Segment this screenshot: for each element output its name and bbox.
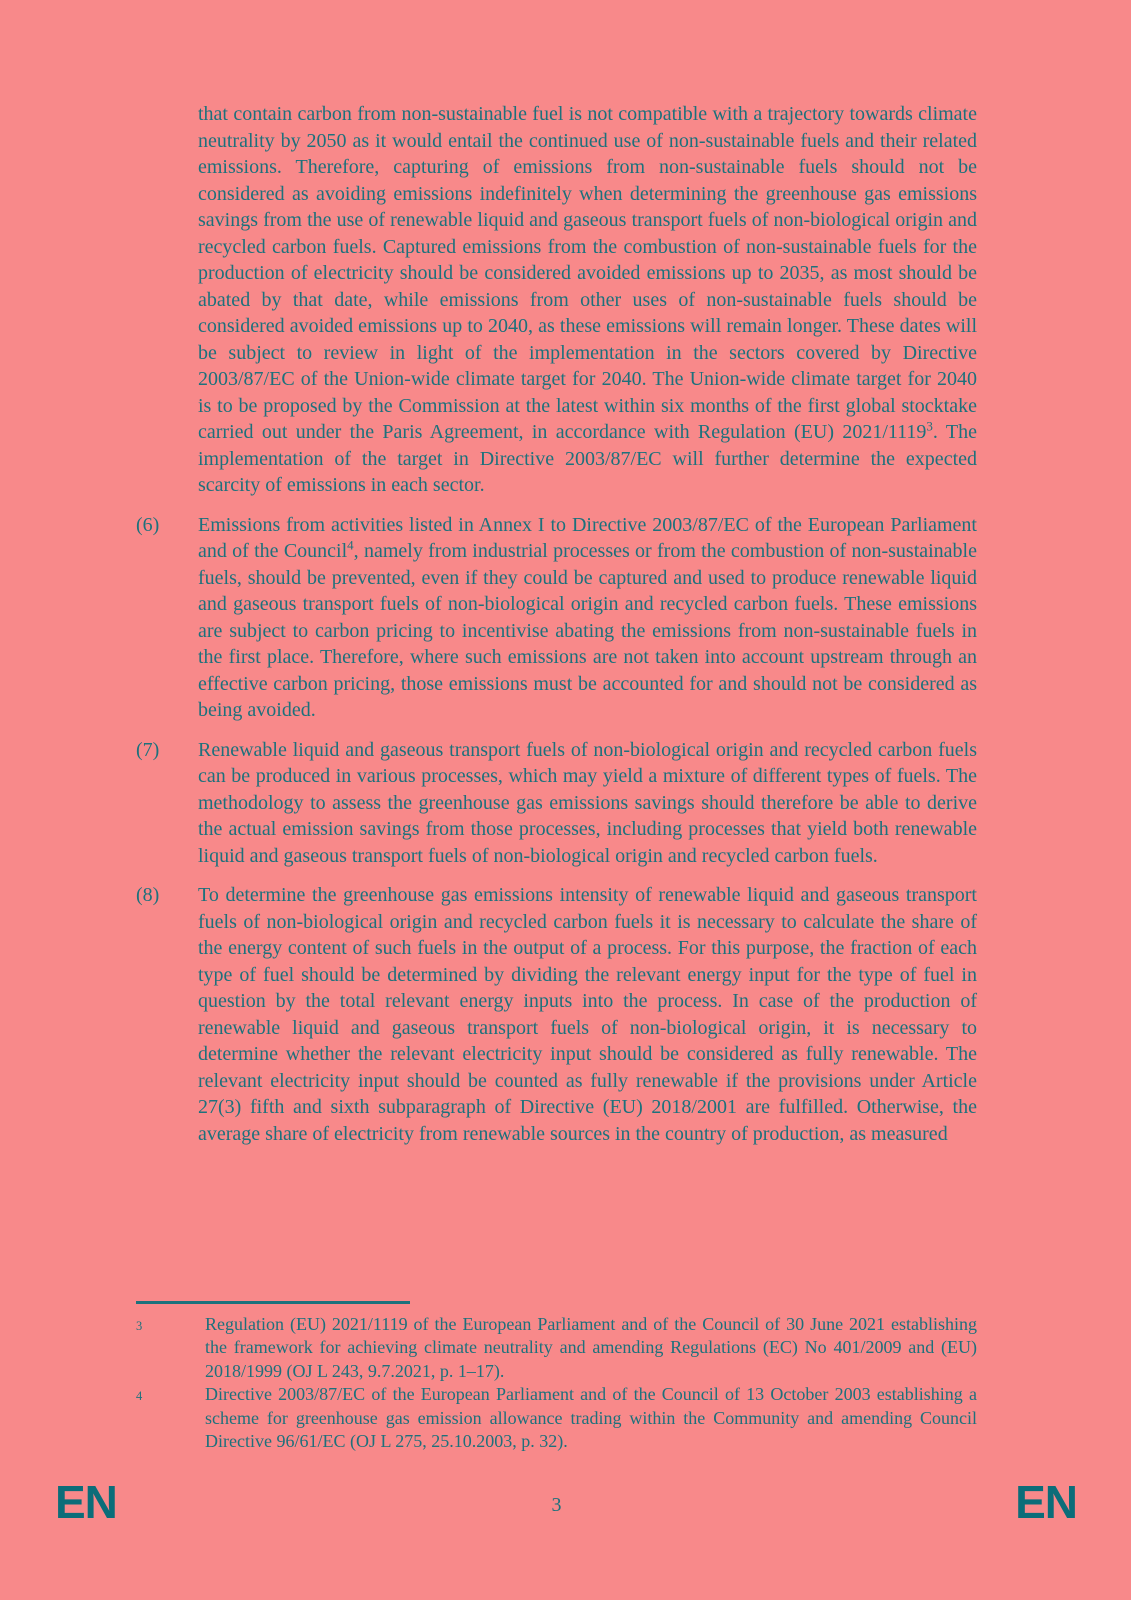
- paragraph-text-segment: . The implementation of the target in Directive 2003/87/EC will further determine the expected scarcity of emissions in each sector.: [198, 421, 977, 496]
- footnotes-section: [136, 1313, 977, 1453]
- paragraph-number: (7): [136, 738, 160, 761]
- footnote-separator: [136, 1301, 410, 1304]
- paragraph-text: [198, 882, 977, 1147]
- page-number: 3: [551, 1494, 562, 1516]
- paragraph-number: [136, 101, 198, 499]
- footnote-reference-4: 4: [347, 537, 354, 553]
- paragraph-text: [198, 101, 977, 499]
- paragraph-text: [198, 737, 977, 870]
- paragraph-5-continuation: [136, 101, 977, 499]
- paragraph-6: [136, 512, 977, 724]
- paragraph-text-segment: that contain carbon from non-sustainable fuel is not compatible with a trajectory towards climate neutrality by 2050 as it would entail the continued use of non-sustainable fuels and their related emissions. Therefore, capturing of emissions from non-sustainable fuels should not be considered as avoiding emissions indefinitely when determining the greenhouse gas emissions savings from the use of renewable liquid and gaseous transport fuels of non-biological origin and recycled carbon fuels. Captured emissions from the combustion of non-sustainable fuels for the production of electricity should be considered avoided emissions up to 2035, as most should be abated by that date, while emissions from other uses of non-sustainable fuels should be considered avoided emissions up to 2040, as these emissions will remain longer. These dates will be subject to review in light of the implementation in the sectors covered by Directive 2003/87/EC of the Union-wide climate target for 2040. The Union-wide climate target for 2040 is to be proposed by the Commission at the latest within six months of the first global stocktake carried out under the Paris Agreement, in accordance with Regulation (EU) 2021/1119: [198, 103, 977, 443]
- paragraph-text: [198, 512, 977, 724]
- paragraph-number: (6): [136, 513, 160, 536]
- paragraph-text-segment: Emissions from activities listed in Annex I to Directive 2003/87/EC of the European Parliament and of the Council: [198, 513, 977, 562]
- footnote-3: [136, 1313, 977, 1383]
- paragraph-8: [136, 882, 977, 1147]
- paragraph-7: [136, 737, 977, 870]
- footnote-text: Directive 2003/87/EC of the European Parliament and of the Council of 13 October 2003 establishing a scheme for greenhouse gas emission allowance trading within the Community and amending Council Directive 96/61/EC (OJ L 275, 25.10.2003, p. 32).: [205, 1384, 977, 1452]
- language-code-left: EN: [55, 1476, 117, 1528]
- language-code-right: EN: [1015, 1476, 1077, 1528]
- footnote-number: 3: [136, 1319, 143, 1333]
- paragraph-number: (8): [136, 884, 160, 906]
- footnote-4: [136, 1383, 977, 1453]
- paragraph-text-segment: Renewable liquid and gaseous transport fuels of non-biological origin and recycled carbon fuels can be produced in various processes, which may yield a mixture of different types of fuels. The methodology to assess the greenhouse gas emissions savings should therefore be able to derive the actual emission savings from those processes, including processes that yield both renewable liquid and gaseous transport fuels of non-biological origin and recycled carbon fuels.: [198, 738, 977, 867]
- paragraph-text-segment: To determine the greenhouse gas emissions intensity of renewable liquid and gaseous transport fuels of non-biological origin and recycled carbon fuels it is necessary to calculate the share of the energy content of such fuels in the output of a process. For this purpose, the fraction of each type of fuel should be determined by dividing the relevant energy input for the type of fuel in question by the total relevant energy inputs into the process. In case of the production of renewable liquid and gaseous transport fuels of non-biological origin, it is necessary to determine whether the relevant electricity input should be considered as fully renewable. The relevant electricity input should be counted as fully renewable if the provisions under Article 27(3) fifth and sixth subparagraph of Directive (EU) 2018/2001 are fulfilled. Otherwise, the average share of electricity from renewable sources in the country of production, as measured: [198, 884, 977, 1145]
- paragraph-text-segment: , namely from industrial processes or from the combustion of non-sustainable fuels, should be prevented, even if they could be captured and used to produce renewable liquid and gaseous transport fuels of non-biological origin and recycled carbon fuels. These emissions are subject to carbon pricing to incentivise abating the emissions from non-sustainable fuels in the first place. Therefore, where such emissions are not taken into account upstream through an effective carbon pricing, those emissions must be accounted for and should not be considered as being avoided.: [198, 540, 977, 721]
- footnote-text: Regulation (EU) 2021/1119 of the European Parliament and of the Council of 30 June 2021 establishing the framework for achieving climate neutrality and amending Regulations (EC) No 401/2009 and (EU) 2018/1999 (OJ L 243, 9.7.2021, p. 1–17).: [205, 1314, 977, 1381]
- document-body: [136, 101, 977, 1160]
- footnote-number: 4: [136, 1389, 143, 1404]
- footnote-reference-3: 3: [926, 418, 933, 434]
